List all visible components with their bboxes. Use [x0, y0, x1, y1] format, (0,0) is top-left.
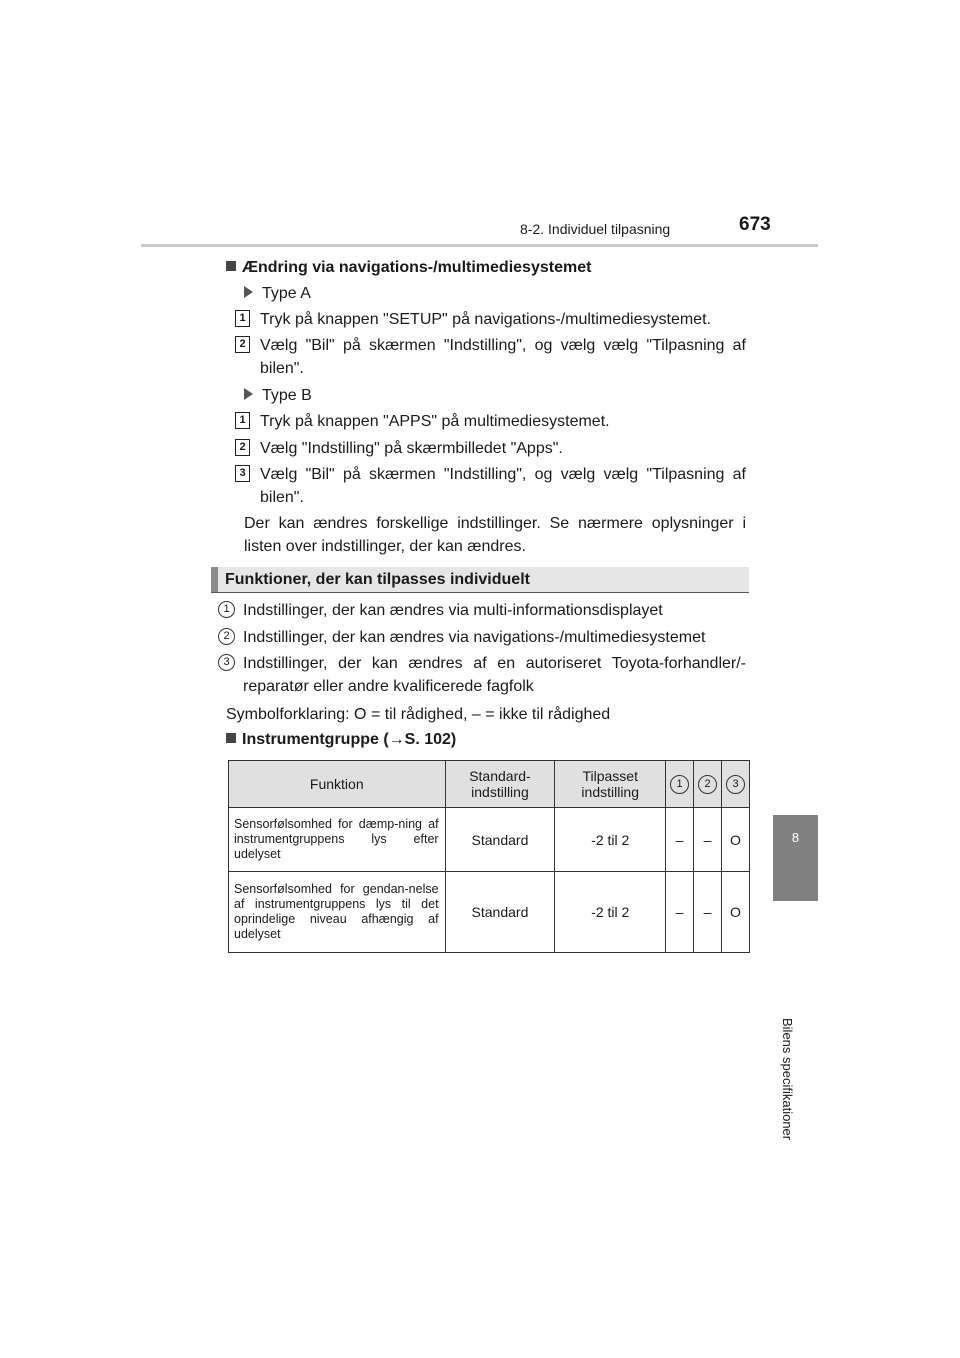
- chapter-tab: [773, 815, 818, 901]
- cell-function: Sensorfølsomhed for dæmp-ning af instrumentgruppens lys efter udelyset: [229, 808, 446, 872]
- section-heading: Funktioner, der kan tilpasses individuelt: [225, 571, 530, 588]
- header-custom: Tilpasset indstilling: [555, 761, 666, 808]
- list-item: Indstillinger, der kan ændres via multi-informationsdisplayet: [243, 602, 663, 619]
- step-text: Tryk på knappen "SETUP" på navigations-/multimediesystemet.: [260, 311, 711, 328]
- circled-number: 3: [218, 654, 235, 671]
- header-function: Funktion: [229, 761, 446, 808]
- cell-custom: -2 til 2: [555, 808, 666, 872]
- chapter-number: 8: [791, 830, 800, 845]
- step-number-box: 3: [235, 465, 250, 482]
- type-b-label: Type B: [244, 384, 312, 407]
- square-bullet-icon: [226, 733, 236, 743]
- step-text: Tryk på knappen "APPS" på multimediesystemet.: [260, 413, 610, 430]
- header-col-1: [666, 761, 694, 808]
- table-header-row: [229, 761, 750, 808]
- section-heading-rule: [211, 592, 749, 593]
- page-number: 673: [739, 214, 771, 235]
- step-text: Vælg "Indstilling" på skærmbilledet "Apps".: [260, 440, 563, 457]
- circled-number: 2: [698, 775, 717, 794]
- triangle-bullet-icon: [244, 388, 253, 400]
- symbol-legend: Symbolforklaring: O = til rådighed, – = ikke til rådighed: [226, 706, 611, 723]
- step-text: Vælg "Bil" på skærmen "Indstilling", og vælg vælg "Tilpasning af bilen".: [260, 337, 746, 377]
- list-item: Indstillinger, der kan ændres af en autoriseret Toyota-forhandler/-reparatør eller andre kvalificerede fagfolk: [243, 655, 746, 695]
- table-row: [229, 872, 750, 953]
- step-number-box: 2: [235, 336, 250, 353]
- cell-c3: O: [722, 872, 750, 953]
- section-heading-accent: [211, 567, 218, 593]
- cell-c2: –: [694, 808, 722, 872]
- intro-note: Der kan ændres forskellige indstillinger. Se nærmere oplysninger i listen over indstillinger, der kan ændres.: [244, 515, 746, 555]
- table-row: [229, 808, 750, 872]
- cell-c1: –: [666, 808, 694, 872]
- cell-function: Sensorfølsomhed for gendan-nelse af instrumentgruppens lys til det oprindelige niveau afhængig af udelyset: [229, 872, 446, 953]
- circled-number: 2: [218, 628, 235, 645]
- cell-default: Standard: [445, 872, 555, 953]
- step-number-box: 2: [235, 439, 250, 456]
- cell-c2: –: [694, 872, 722, 953]
- cell-custom: -2 til 2: [555, 872, 666, 953]
- cell-default: Standard: [445, 808, 555, 872]
- intro-heading: Ændring via navigations-/multimediesystemet: [226, 256, 591, 279]
- section-path: 8-2. Individuel tilpasning: [520, 221, 671, 237]
- step-number-box: 1: [235, 310, 250, 327]
- settings-table: [228, 760, 750, 953]
- square-bullet-icon: [226, 261, 236, 271]
- cell-c3: O: [722, 808, 750, 872]
- triangle-bullet-icon: [244, 286, 253, 298]
- sub-heading: Instrumentgruppe (→S. 102): [226, 728, 456, 751]
- step-text: Vælg "Bil" på skærmen "Indstilling", og vælg vælg "Tilpasning af bilen".: [260, 466, 746, 506]
- header-col-3: [722, 761, 750, 808]
- chapter-title: Bilens specifikationer: [780, 1018, 795, 1141]
- header-rule: [141, 244, 818, 247]
- circled-number: 1: [670, 775, 689, 794]
- step-number-box: 1: [235, 412, 250, 429]
- circled-number: 1: [218, 601, 235, 618]
- cell-c1: –: [666, 872, 694, 953]
- header-default: Standard-indstilling: [445, 761, 555, 808]
- type-a-label: Type A: [244, 282, 311, 305]
- circled-number: 3: [726, 775, 745, 794]
- header-col-2: [694, 761, 722, 808]
- list-item: Indstillinger, der kan ændres via navigations-/multimediesystemet: [243, 629, 706, 646]
